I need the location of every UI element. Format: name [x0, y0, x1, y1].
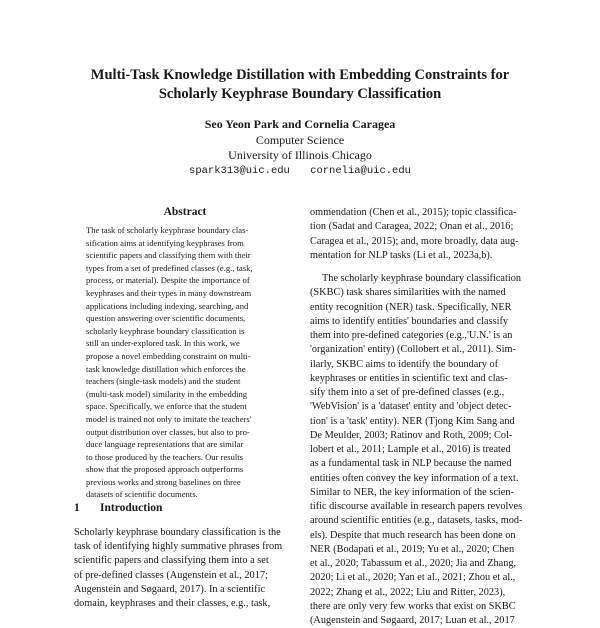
text-line: Scholarly keyphrase boundary classification is the: [74, 527, 281, 538]
author-block: [40, 117, 560, 179]
text-line: task knowledge distillation which enforces the: [86, 363, 246, 374]
text-line: output distribution over classes, but also to pro-: [86, 426, 250, 437]
text-line: previous works and strong baselines on three: [86, 476, 241, 487]
text-line: entities often convey the key information of a text.: [310, 472, 519, 484]
text-line: around scientific entities (e.g., datasets, tasks, mod-: [310, 515, 523, 527]
text-line: entity recognition (NER) task. Specifically, NER: [310, 301, 512, 313]
text-line: Augenstein and Søgaard, 2017). In a scientific: [74, 583, 266, 595]
text-line: De Meulder, 2003; Ratinov and Roth, 2009; Col-: [310, 429, 513, 441]
text-line: question answering over scientific documents,: [86, 313, 246, 324]
text-line: show that the proposed approach outperforms: [86, 464, 244, 475]
abstract-body: [86, 224, 284, 501]
text-line: to those produced by the teachers. Our results: [86, 451, 244, 462]
section-number: 1: [74, 502, 80, 514]
text-line: mentation for NLP tasks (Li et al., 2023a,b).: [310, 249, 493, 261]
text-line: tific discourse available in research papers revolves: [310, 501, 523, 512]
text-line: (multi-task model) similarity in the embedding: [86, 388, 248, 399]
text-line: keyphrases or entities in scientific text and clas-: [310, 372, 508, 384]
text-line: Similar to NER, the key information of the scien-: [310, 486, 514, 498]
text-line: 'WebVision' is a 'dataset' entity and 'object detec-: [310, 401, 512, 413]
text-line: sification aims at identifying keyphrases from: [86, 237, 244, 248]
text-line: types from a set of predefined classes (e.g., task,: [86, 262, 253, 273]
text-line: there are only very few works that exist on SKBC: [310, 600, 516, 612]
text-line: scientific papers and classifying them with their: [86, 250, 251, 261]
text-line: (SKBC) task shares similarities with the named: [310, 287, 506, 299]
text-line: still an under-explored task. In this work, we: [86, 338, 240, 349]
text-line: The scholarly keyphrase boundary classification: [322, 273, 522, 284]
text-line: tion' is a 'task' entity). NER (Tjong Kim Sang and: [310, 415, 515, 427]
text-line: ilarly, SKBC aims to identify the boundary of: [310, 358, 499, 370]
text-line: 2022; Zhang et al., 2022; Liu and Ritter, 2023),: [310, 586, 506, 598]
right-paragraph-1: [310, 206, 532, 263]
text-line: els). Despite that much research has been done on: [310, 529, 516, 541]
author-emails: spark313@uic.edu cornelia@uic.edu: [189, 164, 411, 177]
paper-title: [40, 66, 560, 104]
title-line: Multi-Task Knowledge Distillation with Embedding Constraints for: [90, 67, 510, 83]
section-title: Introduction: [100, 502, 163, 514]
text-line: sify them into a set of pre-defined classes (e.g.,: [310, 387, 505, 398]
introduction-body: [74, 526, 296, 611]
text-line: Caragea et al., 2015); and, more broadly, data aug-: [310, 235, 519, 247]
author-department: Computer Science: [255, 132, 345, 147]
text-line: of pre-defined classes (Augenstein et al., 2017;: [74, 569, 268, 581]
text-line: NER (Bodapati et al., 2019; Yu et al., 2020; Chen: [310, 543, 515, 555]
text-line: datasets of scientific documents.: [86, 489, 198, 500]
text-line: teachers (single-task models) and the student: [86, 376, 241, 387]
abstract-heading: Abstract: [163, 206, 207, 218]
text-line: scholarly keyphrase boundary classification is: [86, 325, 245, 336]
title-line: Scholarly Keyphrase Boundary Classification: [158, 86, 442, 102]
text-line: aims to identify entities' boundaries and classify: [310, 315, 509, 327]
text-line: lobert et al., 2011; Lample et al., 2016) is treated: [310, 444, 511, 455]
text-line: keyphrases and their types in many downstream: [86, 287, 252, 298]
text-line: as a fundamental task in NLP because the named: [310, 458, 512, 470]
text-line: process, or material). Despite the importance of: [86, 275, 250, 286]
right-paragraph-2: [310, 272, 532, 628]
text-line: et al., 2020; Tabassum et al., 2020; Jia and Zhang,: [310, 558, 517, 569]
section-heading-introduction: [74, 502, 304, 514]
text-line: duce language representations that are similar: [86, 439, 244, 450]
text-line: applications including indexing, searching, and: [86, 300, 249, 311]
text-line: them into pre-defined categories (e.g.,'U.N.' is an: [310, 330, 513, 341]
text-line: model is trained not only to imitate the teachers': [86, 413, 252, 424]
text-line: tion (Sadat and Caragea, 2022; Onan et al., 2016;: [310, 221, 514, 233]
text-line: domain, keyphrases and their classes, e.g., task,: [74, 598, 271, 610]
text-line: scientific papers and classifying them into a set: [74, 555, 269, 567]
text-line: propose a novel embedding constraint on multi-: [86, 350, 251, 361]
text-line: 2020; Li et al., 2020; Yan et al., 2021; Zhou et al.,: [310, 572, 516, 584]
text-line: The task of scholarly keyphrase boundary clas-: [86, 225, 249, 235]
text-line: task of identifying highly summative phrases from: [74, 541, 283, 553]
author-names: Seo Yeon Park and Cornelia Caragea: [204, 117, 396, 131]
text-line: space. Specifically, we enforce that the student: [86, 401, 247, 412]
text-line: (Augenstein and Søgaard, 2017; Luan et al., 2017: [310, 615, 515, 626]
author-institution: University of Illinois Chicago: [228, 148, 372, 162]
right-column: [310, 206, 532, 628]
text-line: ommendation (Chen et al., 2015); topic classifica-: [310, 207, 517, 218]
text-line: 'organization' entity) (Collobert et al., 2011). Sim-: [310, 344, 516, 356]
